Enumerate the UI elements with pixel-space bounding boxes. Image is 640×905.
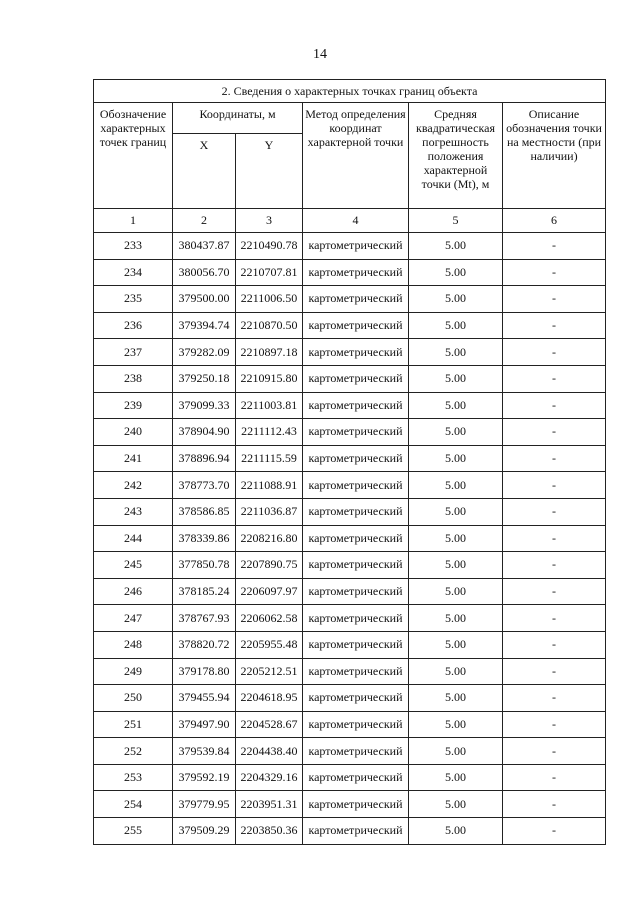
table-row	[94, 365, 606, 392]
description-cell: -	[503, 791, 606, 818]
method-cell: картометрический	[303, 259, 409, 286]
y-coordinate-cell: 2205955.48	[236, 631, 303, 658]
header-description: Описание обозначения точки на местности (при наличии)	[503, 103, 606, 209]
accuracy-cell: 5.00	[409, 445, 503, 472]
header-y: Y	[236, 134, 303, 209]
x-coordinate-cell: 378185.24	[173, 578, 236, 605]
y-coordinate-cell: 2204329.16	[236, 764, 303, 791]
method-cell: картометрический	[303, 339, 409, 366]
method-cell: картометрический	[303, 286, 409, 313]
point-id-cell: 251	[94, 711, 173, 738]
point-id-cell: 239	[94, 392, 173, 419]
accuracy-cell: 5.00	[409, 233, 503, 260]
accuracy-cell: 5.00	[409, 472, 503, 499]
y-coordinate-cell: 2205212.51	[236, 658, 303, 685]
point-id-cell: 235	[94, 286, 173, 313]
point-id-cell: 241	[94, 445, 173, 472]
header-row	[94, 103, 606, 134]
method-cell: картометрический	[303, 791, 409, 818]
accuracy-cell: 5.00	[409, 259, 503, 286]
header-point-designation: Обозначение характерных точек границ	[94, 103, 173, 209]
description-cell: -	[503, 419, 606, 446]
y-coordinate-cell: 2211115.59	[236, 445, 303, 472]
y-coordinate-cell: 2204528.67	[236, 711, 303, 738]
point-id-cell: 234	[94, 259, 173, 286]
y-coordinate-cell: 2211006.50	[236, 286, 303, 313]
point-id-cell: 237	[94, 339, 173, 366]
x-coordinate-cell: 378339.86	[173, 525, 236, 552]
y-coordinate-cell: 2210870.50	[236, 312, 303, 339]
x-coordinate-cell: 378586.85	[173, 498, 236, 525]
accuracy-cell: 5.00	[409, 578, 503, 605]
accuracy-cell: 5.00	[409, 419, 503, 446]
x-coordinate-cell: 377850.78	[173, 552, 236, 579]
x-coordinate-cell: 379779.95	[173, 791, 236, 818]
y-coordinate-cell: 2207890.75	[236, 552, 303, 579]
accuracy-cell: 5.00	[409, 392, 503, 419]
table-row	[94, 472, 606, 499]
x-coordinate-cell: 379500.00	[173, 286, 236, 313]
point-id-cell: 243	[94, 498, 173, 525]
accuracy-cell: 5.00	[409, 286, 503, 313]
point-id-cell: 250	[94, 685, 173, 712]
x-coordinate-cell: 378773.70	[173, 472, 236, 499]
y-coordinate-cell: 2211036.87	[236, 498, 303, 525]
method-cell: картометрический	[303, 685, 409, 712]
table-row	[94, 818, 606, 845]
point-id-cell: 254	[94, 791, 173, 818]
table-row	[94, 605, 606, 632]
accuracy-cell: 5.00	[409, 791, 503, 818]
accuracy-cell: 5.00	[409, 498, 503, 525]
header-x: X	[173, 134, 236, 209]
table-row	[94, 578, 606, 605]
x-coordinate-cell: 378896.94	[173, 445, 236, 472]
point-id-cell: 240	[94, 419, 173, 446]
method-cell: картометрический	[303, 419, 409, 446]
x-coordinate-cell: 379497.90	[173, 711, 236, 738]
x-coordinate-cell: 379250.18	[173, 365, 236, 392]
y-coordinate-cell: 2208216.80	[236, 525, 303, 552]
column-numbers-row	[94, 209, 606, 233]
method-cell: картометрический	[303, 764, 409, 791]
table-row	[94, 419, 606, 446]
point-id-cell: 249	[94, 658, 173, 685]
x-coordinate-cell: 380437.87	[173, 233, 236, 260]
header-coordinates: Координаты, м	[173, 103, 303, 134]
description-cell: -	[503, 525, 606, 552]
table-row	[94, 392, 606, 419]
point-id-cell: 244	[94, 525, 173, 552]
x-coordinate-cell: 379592.19	[173, 764, 236, 791]
accuracy-cell: 5.00	[409, 818, 503, 845]
y-coordinate-cell: 2204438.40	[236, 738, 303, 765]
point-id-cell: 233	[94, 233, 173, 260]
table-row	[94, 658, 606, 685]
x-coordinate-cell: 379178.80	[173, 658, 236, 685]
description-cell: -	[503, 818, 606, 845]
method-cell: картометрический	[303, 711, 409, 738]
boundary-points-table	[93, 79, 606, 845]
description-cell: -	[503, 631, 606, 658]
method-cell: картометрический	[303, 605, 409, 632]
table-row	[94, 312, 606, 339]
description-cell: -	[503, 233, 606, 260]
header-method: Метод определения координат характерной точки	[303, 103, 409, 209]
method-cell: картометрический	[303, 498, 409, 525]
table-row	[94, 685, 606, 712]
y-coordinate-cell: 2204618.95	[236, 685, 303, 712]
method-cell: картометрический	[303, 392, 409, 419]
table-row	[94, 498, 606, 525]
accuracy-cell: 5.00	[409, 365, 503, 392]
x-coordinate-cell: 379509.29	[173, 818, 236, 845]
section-title: 2. Сведения о характерных точках границ объекта	[94, 80, 606, 103]
accuracy-cell: 5.00	[409, 552, 503, 579]
description-cell: -	[503, 472, 606, 499]
section-title-row	[94, 80, 606, 103]
accuracy-cell: 5.00	[409, 339, 503, 366]
accuracy-cell: 5.00	[409, 764, 503, 791]
description-cell: -	[503, 605, 606, 632]
point-id-cell: 253	[94, 764, 173, 791]
column-number: 1	[94, 209, 173, 233]
description-cell: -	[503, 392, 606, 419]
point-id-cell: 246	[94, 578, 173, 605]
header-accuracy: Средняя квадратическая погрешность положения характерной точки (Mt), м	[409, 103, 503, 209]
description-cell: -	[503, 552, 606, 579]
table-row	[94, 631, 606, 658]
point-id-cell: 242	[94, 472, 173, 499]
accuracy-cell: 5.00	[409, 738, 503, 765]
table-row	[94, 738, 606, 765]
y-coordinate-cell: 2211112.43	[236, 419, 303, 446]
method-cell: картометрический	[303, 312, 409, 339]
x-coordinate-cell: 379099.33	[173, 392, 236, 419]
x-coordinate-cell: 380056.70	[173, 259, 236, 286]
y-coordinate-cell: 2210897.18	[236, 339, 303, 366]
x-coordinate-cell: 378820.72	[173, 631, 236, 658]
point-id-cell: 238	[94, 365, 173, 392]
y-coordinate-cell: 2203850.36	[236, 818, 303, 845]
point-id-cell: 247	[94, 605, 173, 632]
x-coordinate-cell: 378767.93	[173, 605, 236, 632]
column-number: 3	[236, 209, 303, 233]
y-coordinate-cell: 2203951.31	[236, 791, 303, 818]
table-row	[94, 233, 606, 260]
point-id-cell: 255	[94, 818, 173, 845]
accuracy-cell: 5.00	[409, 525, 503, 552]
x-coordinate-cell: 378904.90	[173, 419, 236, 446]
method-cell: картометрический	[303, 658, 409, 685]
y-coordinate-cell: 2210707.81	[236, 259, 303, 286]
method-cell: картометрический	[303, 552, 409, 579]
accuracy-cell: 5.00	[409, 631, 503, 658]
description-cell: -	[503, 498, 606, 525]
point-id-cell: 236	[94, 312, 173, 339]
y-coordinate-cell: 2206097.97	[236, 578, 303, 605]
y-coordinate-cell: 2211003.81	[236, 392, 303, 419]
table-row	[94, 552, 606, 579]
description-cell: -	[503, 445, 606, 472]
method-cell: картометрический	[303, 365, 409, 392]
description-cell: -	[503, 685, 606, 712]
description-cell: -	[503, 578, 606, 605]
y-coordinate-cell: 2210490.78	[236, 233, 303, 260]
method-cell: картометрический	[303, 738, 409, 765]
description-cell: -	[503, 259, 606, 286]
accuracy-cell: 5.00	[409, 711, 503, 738]
column-number: 4	[303, 209, 409, 233]
method-cell: картометрический	[303, 233, 409, 260]
point-id-cell: 248	[94, 631, 173, 658]
point-id-cell: 245	[94, 552, 173, 579]
point-id-cell: 252	[94, 738, 173, 765]
x-coordinate-cell: 379282.09	[173, 339, 236, 366]
column-number: 2	[173, 209, 236, 233]
method-cell: картометрический	[303, 472, 409, 499]
column-number: 5	[409, 209, 503, 233]
accuracy-cell: 5.00	[409, 685, 503, 712]
table-row	[94, 286, 606, 313]
description-cell: -	[503, 286, 606, 313]
description-cell: -	[503, 365, 606, 392]
y-coordinate-cell: 2211088.91	[236, 472, 303, 499]
accuracy-cell: 5.00	[409, 605, 503, 632]
table-row	[94, 711, 606, 738]
y-coordinate-cell: 2206062.58	[236, 605, 303, 632]
description-cell: -	[503, 764, 606, 791]
description-cell: -	[503, 339, 606, 366]
column-number: 6	[503, 209, 606, 233]
table-row	[94, 791, 606, 818]
x-coordinate-cell: 379455.94	[173, 685, 236, 712]
method-cell: картометрический	[303, 818, 409, 845]
x-coordinate-cell: 379394.74	[173, 312, 236, 339]
y-coordinate-cell: 2210915.80	[236, 365, 303, 392]
method-cell: картометрический	[303, 631, 409, 658]
table-row	[94, 525, 606, 552]
method-cell: картометрический	[303, 445, 409, 472]
method-cell: картометрический	[303, 525, 409, 552]
table-row	[94, 339, 606, 366]
table-row	[94, 259, 606, 286]
description-cell: -	[503, 658, 606, 685]
accuracy-cell: 5.00	[409, 312, 503, 339]
description-cell: -	[503, 711, 606, 738]
description-cell: -	[503, 312, 606, 339]
accuracy-cell: 5.00	[409, 658, 503, 685]
method-cell: картометрический	[303, 578, 409, 605]
x-coordinate-cell: 379539.84	[173, 738, 236, 765]
page-number: 14	[313, 47, 327, 62]
table-row	[94, 764, 606, 791]
table-row	[94, 445, 606, 472]
description-cell: -	[503, 738, 606, 765]
